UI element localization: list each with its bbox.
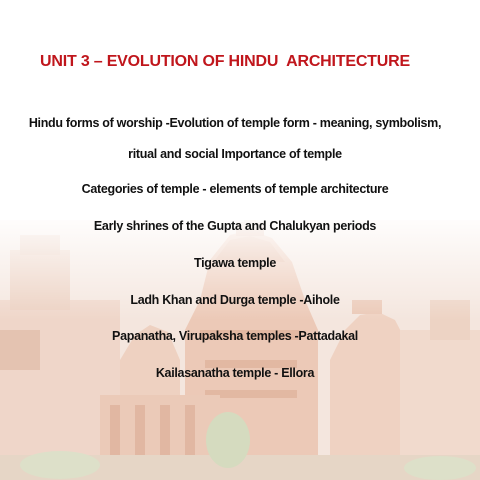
bullet-line-4: Early shrines of the Gupta and Chalukyan periods <box>93 219 377 233</box>
bullet-line-1: Hindu forms of worship -Evolution of temple form - meaning, symbolism, <box>28 116 442 130</box>
bullet-line-8: Kailasanatha temple - Ellora <box>155 366 315 380</box>
bullet-line-7: Papanatha, Virupaksha temples -Pattadakal <box>112 329 358 343</box>
bullet-line-2: ritual and social Importance of temple <box>128 147 342 161</box>
slide-title: UNIT 3 – EVOLUTION OF HINDU ARCHITECTURE <box>40 53 410 70</box>
bullet-line-5: Tigawa temple <box>193 256 276 270</box>
bullet-line-6: Ladh Khan and Durga temple -Aihole <box>130 293 340 307</box>
bullet-line-3: Categories of temple - elements of temple architecture <box>81 182 389 196</box>
